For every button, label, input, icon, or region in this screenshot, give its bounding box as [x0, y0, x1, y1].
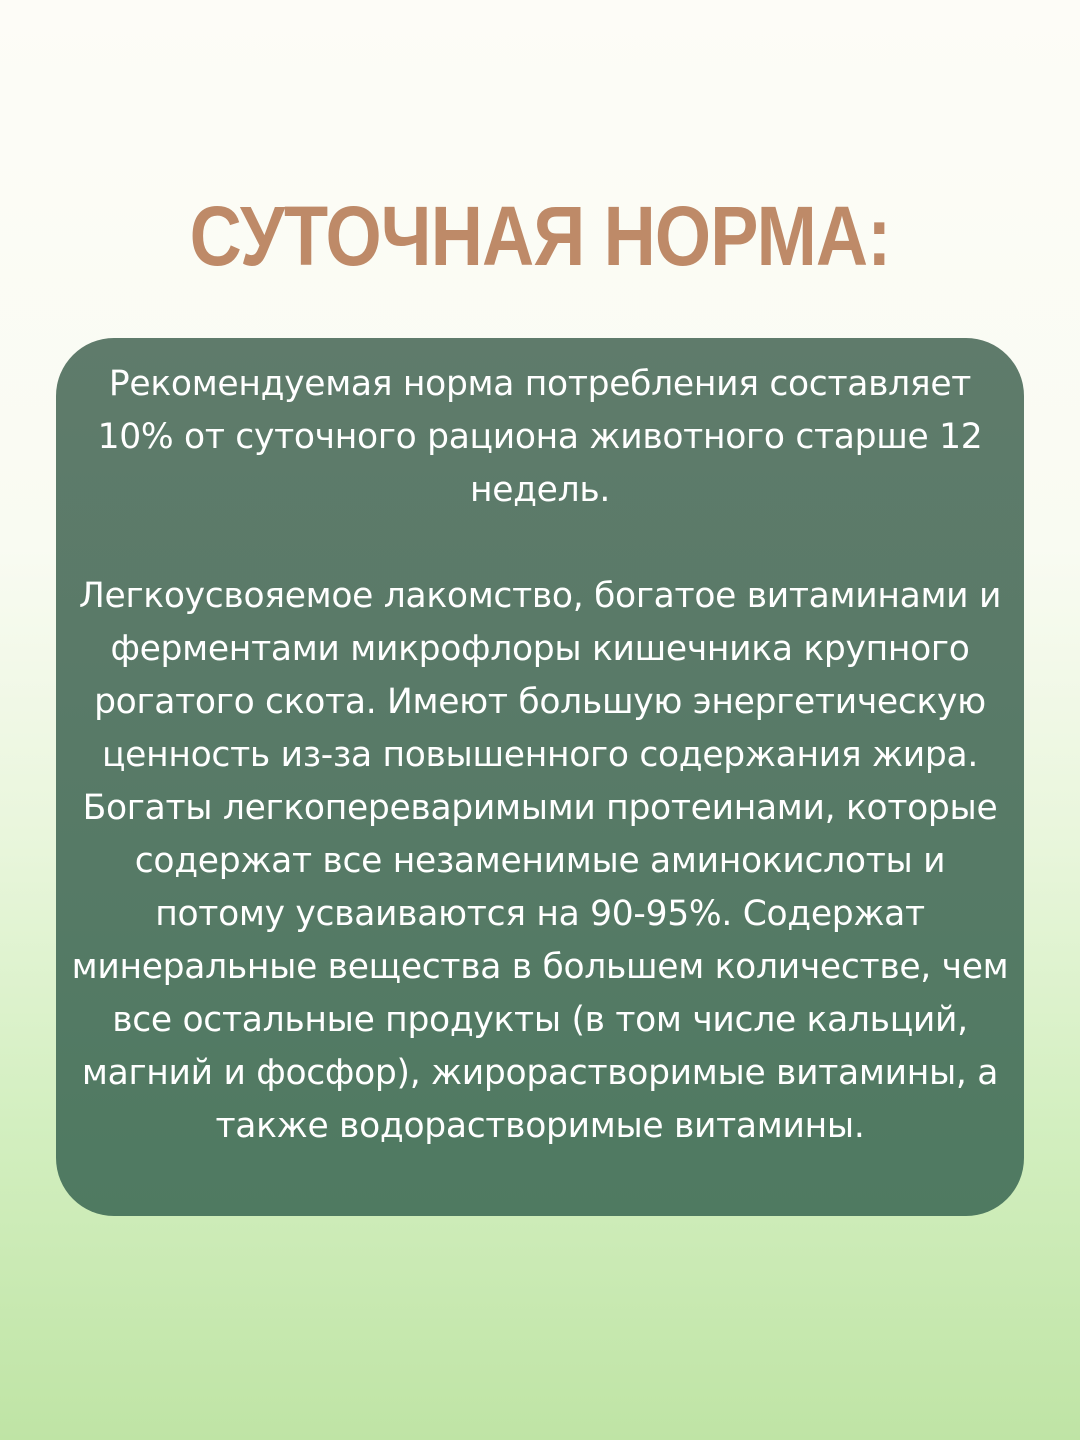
description-paragraph: Легкоусвояемое лакомство, богатое витаминами и ферментами микрофлоры кишечника крупного рогатого скота. Имеют большую энергетическую ценность из-за повышенного содержания жира. Богаты легкопереваримыми протеинами, которые содержат все незаменимые аминокислоты и потому усваиваются на 90-95%. Содержат минеральные вещества в большем количестве, чем все остальные продукты (в том числе кальций, магний и фосфор), жирорастворимые витамины, а также водорастворимые витамины.: [71, 576, 1009, 1146]
info-card: [56, 338, 1024, 1216]
daily-norm-paragraph: Рекомендуемая норма потребления составляет 10% от суточного рациона животного старше 12 недель.: [97, 364, 983, 510]
page-title: СУТОЧНАЯ НОРМА:: [189, 189, 891, 283]
